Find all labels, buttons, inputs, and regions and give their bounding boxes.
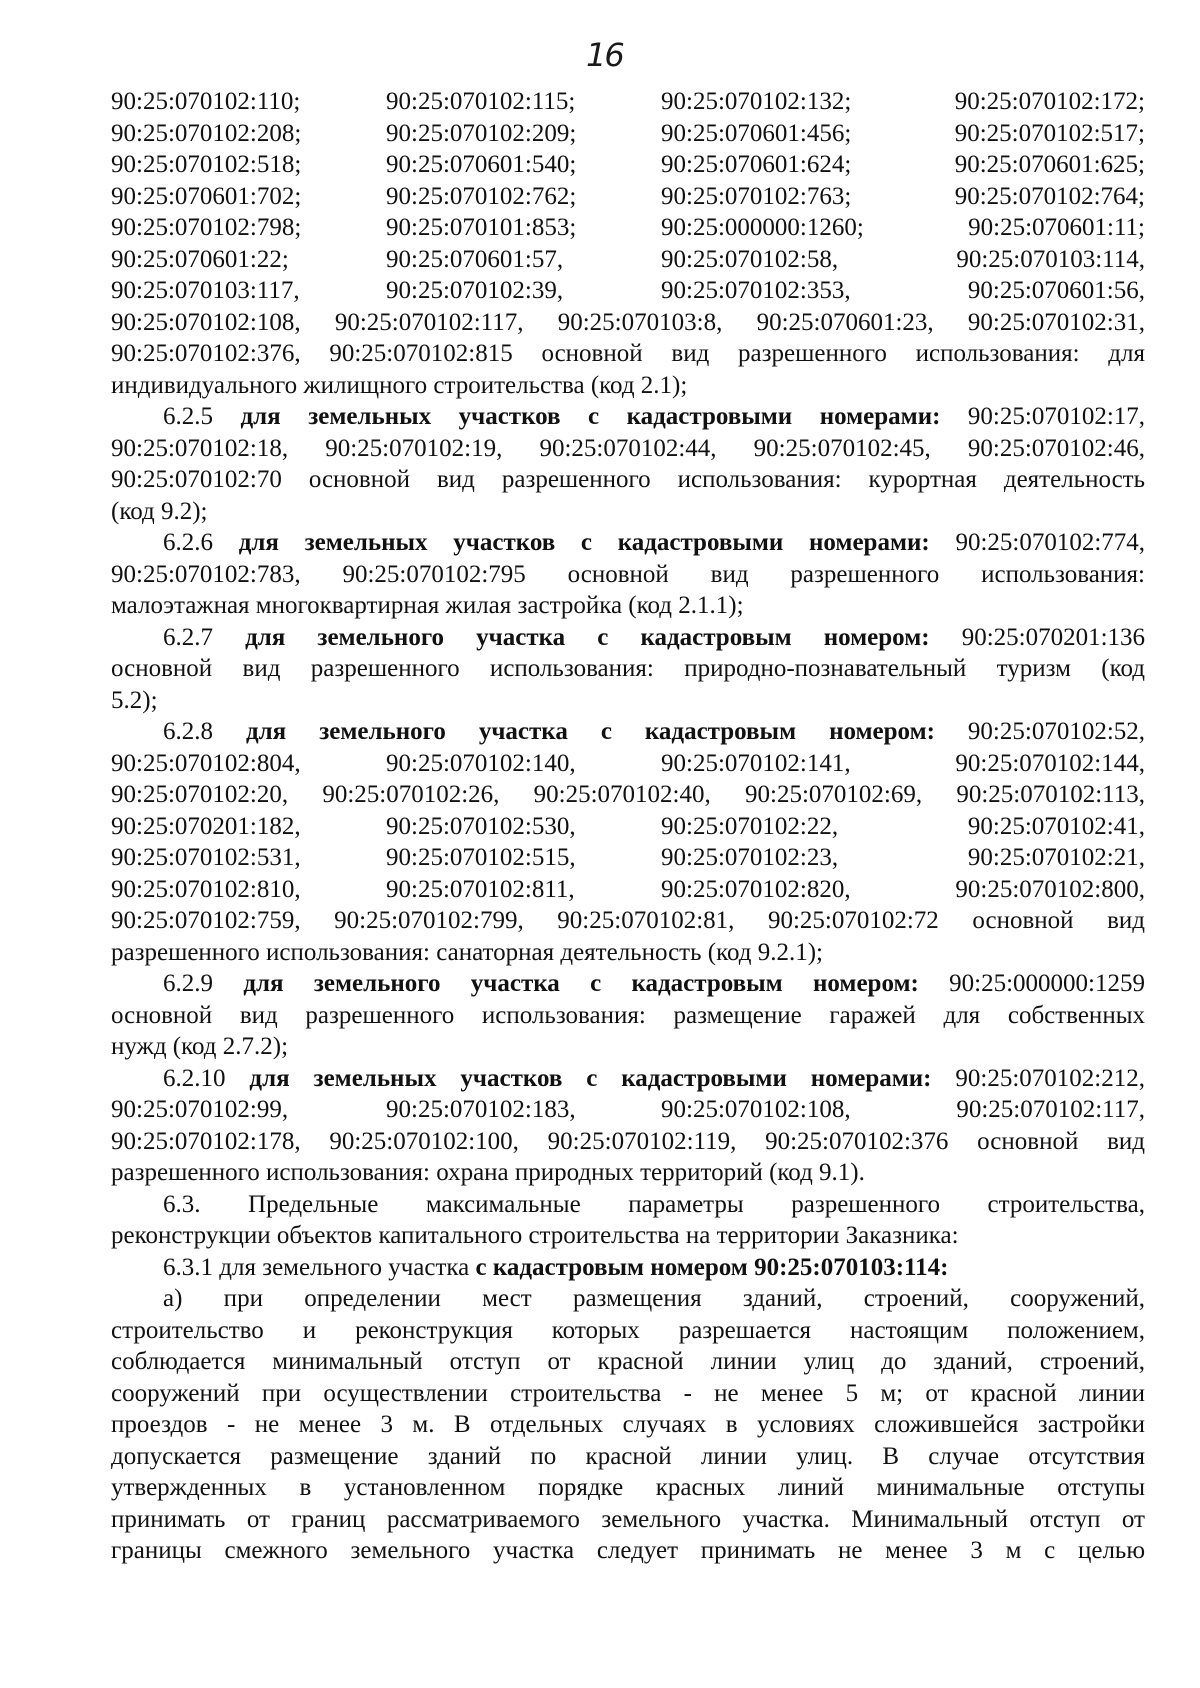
cadastral-number: 90:25:070102:518; [111, 151, 302, 178]
cadastral-number: 90:25:070102:531, [111, 844, 301, 871]
cadastral-number-row [111, 244, 1145, 276]
cadastral-number: 90:25:070102:515, [386, 844, 576, 871]
cadastral-number-grid [111, 748, 1145, 780]
cadastral-number: 90:25:070102:99, [111, 1096, 289, 1123]
text-line: 90:25:070102:108, 90:25:070102:117, 90:25:070103:8, 90:25:070601:23, 90:25:070102:31, [111, 308, 1145, 336]
text-line: соблюдается минимальный отступ от красной линии улиц до зданий, строений, [111, 1348, 1145, 1375]
clause-6-3-heading: 6.3. Предельные максимальные параметры разрешенного строительства, [163, 1190, 1145, 1218]
cadastral-number-row [111, 275, 1145, 307]
cadastral-number: 90:25:070601:22; [111, 245, 289, 273]
cadastral-number-row [111, 1094, 1145, 1126]
cadastral-number: 90:25:070102:764; [954, 182, 1145, 210]
cadastral-number: 90:25:070102:117, [956, 1096, 1145, 1123]
cadastral-number: 90:25:070102:800, [955, 875, 1145, 903]
text-line: индивидуального жилищного строительства (код 2.1); [111, 371, 688, 399]
clause-tail: 90:25:070102:212, [955, 1064, 1145, 1092]
page-number: 16 [586, 36, 623, 74]
cadastral-number-row [111, 748, 1145, 780]
text-line: 90:25:070102:18, 90:25:070102:19, 90:25:070102:44, 90:25:070102:45, 90:25:070102:46, [111, 434, 1145, 462]
text-line: разрешенного использования: санаторная деятельность (код 9.2.1); [111, 938, 823, 966]
clause-tail: 90:25:000000:1259 [949, 970, 1145, 997]
text-line: границы смежного земельного участка следует принимать не менее 3 м с целью [111, 1537, 1145, 1564]
cadastral-number: 90:25:070102:762; [386, 182, 577, 210]
clause-number: 6.2.10 [163, 1064, 226, 1092]
cadastral-number-row [111, 811, 1145, 843]
clause-number: 6.2.6 [163, 529, 213, 556]
text-line: проездов - не менее 3 м. В отдельных случаях в условиях сложившейся застройки [111, 1411, 1145, 1438]
cadastral-number: 90:25:070601:11; [968, 214, 1145, 241]
cadastral-number-grid [111, 86, 1145, 307]
clause-6-2-7-heading [111, 622, 1145, 654]
text-line: основной вид разрешенного использования: размещение гаражей для собственных [111, 1001, 1145, 1029]
clause-bold-text: для земельного участка с кадастровым номером: [243, 970, 919, 997]
text-line: разрешенного использования: охрана природных территорий (код 9.1). [111, 1159, 865, 1186]
cadastral-number-grid [111, 811, 1145, 906]
text-line: 90:25:070102:376, 90:25:070102:815 основной вид разрешенного использования: для [111, 340, 1145, 367]
clause-number: 6.2.7 [163, 623, 213, 651]
clause-bold-text: с кадастровым номером 90:25:070103:114: [475, 1253, 949, 1281]
clause-bold-text: для земельного участка с кадастровым номером: [245, 623, 930, 651]
cadastral-number: 90:25:070102:763; [661, 182, 852, 210]
cadastral-number: 90:25:070102:21, [967, 844, 1145, 871]
cadastral-number: 90:25:070601:624; [661, 151, 852, 178]
cadastral-number: 90:25:070102:22, [661, 812, 839, 840]
cadastral-number: 90:25:070103:117, [111, 277, 300, 304]
cadastral-number: 90:25:070601:456; [661, 119, 852, 147]
clause-bold-text: для земельных участков с кадастровыми номерами: [249, 1064, 932, 1092]
clause-tail: 90:25:070201:136 [961, 623, 1146, 651]
clause-tail: 90:25:070102:52, [967, 718, 1146, 745]
cadastral-number: 90:25:070101:853; [386, 214, 577, 241]
cadastral-number: 90:25:070102:132; [661, 88, 852, 115]
text-line: 90:25:070102:783, 90:25:070102:795 основной вид разрешенного использования: [111, 560, 1145, 588]
text-line: основной вид разрешенного использования: природно-познавательный туризм (код [111, 655, 1145, 682]
text-line: утвержденных в установленном порядке красных линий минимальные отступы [111, 1474, 1145, 1501]
cadastral-number: 90:25:070102:108, [661, 1096, 851, 1123]
text-line: допускается размещение зданий по красной линии улиц. В случае отсутствия [111, 1442, 1145, 1470]
clause-tail: 90:25:070102:774, [955, 529, 1146, 556]
cadastral-number: 90:25:070601:702; [111, 182, 302, 210]
cadastral-number: 90:25:070102:39, [386, 277, 564, 304]
clause-6-2-5-heading [111, 401, 1145, 433]
clause-bold-text: для земельного участка с кадастровым номером: [246, 718, 935, 745]
cadastral-number: 90:25:000000:1260; [661, 214, 864, 241]
cadastral-number: 90:25:070102:110; [111, 88, 301, 115]
text-line: (код 9.2); [111, 497, 208, 525]
cadastral-number-row [111, 86, 1145, 118]
cadastral-number: 90:25:070601:540; [386, 151, 577, 178]
cadastral-number: 90:25:070102:517; [954, 119, 1145, 147]
text-line: строительство и реконструкция которых разрешается настоящим положением, [111, 1316, 1145, 1344]
text-line: реконструкции объектов капитального строительства на территории Заказника: [111, 1222, 959, 1249]
cadastral-number: 90:25:070103:114, [956, 245, 1145, 273]
clause-plain-text: 6.3.1 для земельного участка [163, 1253, 470, 1281]
cadastral-number: 90:25:070102:41, [967, 812, 1145, 840]
cadastral-number: 90:25:070102:530, [386, 812, 576, 840]
cadastral-number-row [111, 118, 1145, 150]
clause-6-2-8-heading [111, 716, 1145, 748]
text-line: 90:25:070102:178, 90:25:070102:100, 90:25:070102:119, 90:25:070102:376 основной вид [111, 1127, 1145, 1155]
cadastral-number: 90:25:070102:798; [111, 214, 302, 241]
clause-number: 6.2.5 [163, 403, 213, 430]
item-a-line: а) при определении мест размещения зданий, строений, сооружений, [163, 1285, 1145, 1312]
cadastral-number-row [111, 181, 1145, 213]
cadastral-number: 90:25:070601:57, [386, 245, 564, 273]
text-line: 90:25:070102:20, 90:25:070102:26, 90:25:070102:40, 90:25:070102:69, 90:25:070102:113, [111, 781, 1145, 808]
text-line: 90:25:070102:759, 90:25:070102:799, 90:25:070102:81, 90:25:070102:72 основной вид [111, 907, 1145, 934]
cadastral-number: 90:25:070102:183, [386, 1096, 576, 1123]
cadastral-number: 90:25:070102:810, [111, 875, 301, 903]
cadastral-number-row [111, 874, 1145, 906]
cadastral-number-grid [111, 1094, 1145, 1126]
cadastral-number: 90:25:070102:811, [386, 875, 575, 903]
cadastral-number: 90:25:070102:820, [661, 875, 851, 903]
clause-6-2-10-heading [111, 1063, 1145, 1095]
cadastral-number-row [111, 212, 1145, 244]
clause-tail: 90:25:070102:17, [967, 403, 1146, 430]
cadastral-number: 90:25:070102:209; [386, 119, 577, 147]
cadastral-number: 90:25:070102:141, [661, 749, 851, 777]
clause-number: 6.2.8 [163, 718, 213, 745]
cadastral-number: 90:25:070102:208; [111, 119, 302, 147]
text-line: нужд (код 2.7.2); [111, 1033, 289, 1060]
clause-bold-text: для земельных участков с кадастровыми номерами: [238, 529, 930, 556]
text-line: 5.2); [111, 686, 158, 714]
text-line: принимать от границ рассматриваемого земельного участка. Минимальный отступ от [111, 1505, 1145, 1533]
clause-6-2-6-heading [111, 527, 1145, 559]
cadastral-number: 90:25:070201:182, [111, 812, 301, 840]
cadastral-number: 90:25:070102:172; [954, 88, 1145, 115]
text-line: 90:25:070102:70 основной вид разрешенного использования: курортная деятельность [111, 466, 1145, 493]
cadastral-number: 90:25:070102:804, [111, 749, 301, 777]
cadastral-number-row [111, 149, 1145, 181]
body-text [111, 86, 1145, 1567]
clause-6-2-9-heading [111, 968, 1145, 1000]
cadastral-number: 90:25:070102:23, [661, 844, 839, 871]
clause-number: 6.2.9 [163, 970, 213, 997]
text-line: малоэтажная многоквартирная жилая застройка (код 2.1.1); [111, 592, 744, 619]
cadastral-number: 90:25:070102:144, [955, 749, 1145, 777]
cadastral-number-row [111, 842, 1145, 874]
clause-6-3-1-heading [111, 1252, 1145, 1284]
cadastral-number: 90:25:070601:56, [967, 277, 1145, 304]
clause-bold-text: для земельных участков с кадастровыми номерами: [240, 403, 941, 430]
cadastral-number: 90:25:070102:58, [661, 245, 839, 273]
cadastral-number: 90:25:070102:353, [661, 277, 851, 304]
cadastral-number: 90:25:070102:140, [386, 749, 576, 777]
cadastral-number: 90:25:070601:625; [954, 151, 1145, 178]
text-line: сооружений при осуществлении строительства - не менее 5 м; от красной линии [111, 1379, 1145, 1407]
cadastral-number: 90:25:070102:115; [386, 88, 576, 115]
